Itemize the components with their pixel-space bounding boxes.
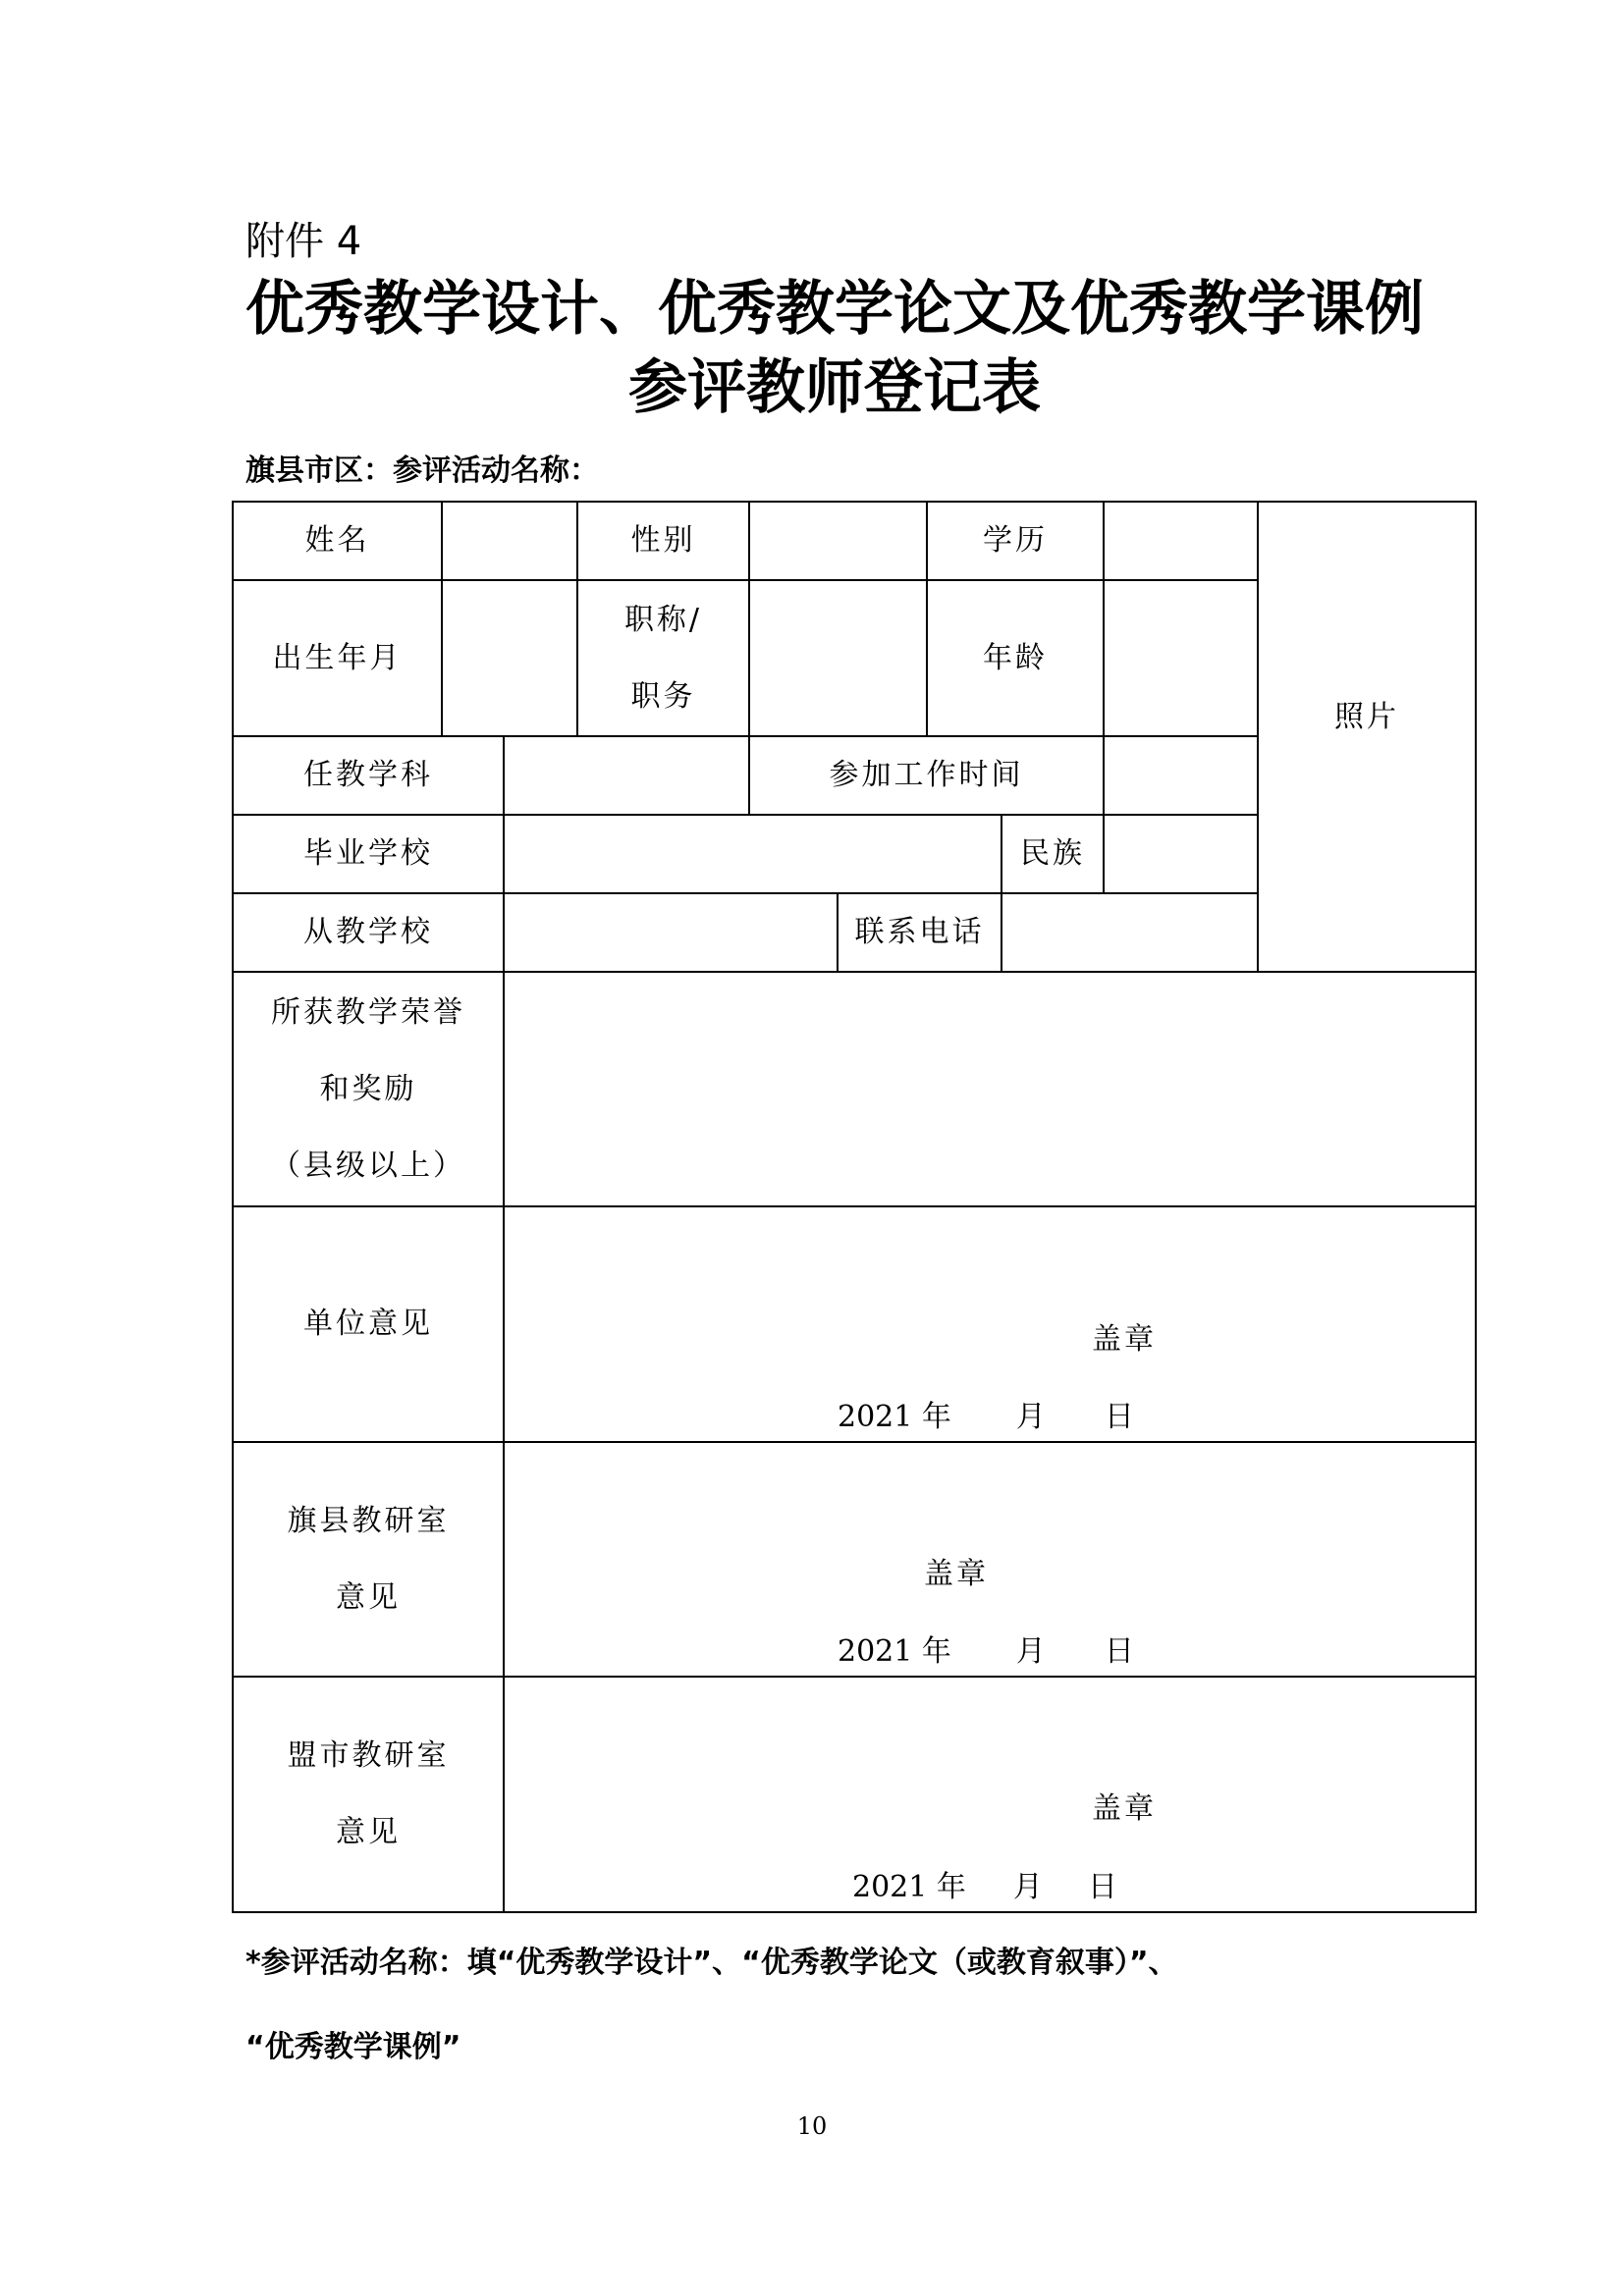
- attachment-label: 附件 4: [245, 219, 362, 264]
- label-league-line-1: 盟市教研室: [287, 1738, 450, 1773]
- field-subject[interactable]: [505, 737, 748, 814]
- footnote-line-2: “优秀教学课例”: [245, 2030, 461, 2064]
- field-graduate-school[interactable]: [505, 816, 1001, 892]
- field-name[interactable]: [443, 503, 576, 579]
- label-unit-opinion: 单位意见: [303, 1307, 433, 1341]
- label-ethnicity: 民族: [1020, 836, 1085, 871]
- label-teaching-school: 从教学校: [303, 915, 433, 949]
- field-title-position[interactable]: [750, 581, 926, 735]
- field-education[interactable]: [1105, 503, 1257, 579]
- region-activity-label: 旗县市区：参评活动名称：: [245, 454, 599, 488]
- label-league-line-2: 意见: [336, 1815, 401, 1849]
- label-league-opinion: [234, 1678, 503, 1911]
- photo-box[interactable]: [1259, 503, 1475, 971]
- label-education: 学历: [983, 523, 1048, 558]
- league-date-year: 2021 年: [852, 1870, 966, 1904]
- label-title-line-2: 职务: [630, 678, 696, 714]
- label-county-opinion: [234, 1443, 503, 1676]
- field-teaching-school[interactable]: [505, 894, 837, 971]
- label-phone: 联系电话: [854, 915, 985, 949]
- table-border-right: [1475, 501, 1477, 1913]
- field-work-start[interactable]: [1105, 737, 1257, 814]
- document-title-line-2: 参评教师登记表: [628, 353, 1041, 422]
- league-seal-label: 盖章: [1092, 1791, 1157, 1826]
- league-date-day: 日: [1087, 1870, 1117, 1904]
- label-graduate-school: 毕业学校: [303, 836, 433, 871]
- label-county-line-2: 意见: [336, 1579, 401, 1615]
- label-honors-line-1: 所获教学荣誉: [271, 994, 465, 1030]
- county-date-month: 月: [1015, 1634, 1046, 1669]
- label-title-position: [578, 581, 748, 735]
- label-gender: 性别: [630, 523, 696, 558]
- label-photo: 照片: [1334, 700, 1399, 734]
- unit-date-day: 日: [1104, 1400, 1134, 1434]
- league-date: [852, 1868, 1117, 1907]
- footnote-line-1: *参评活动名称：填“优秀教学设计”、“优秀教学论文（或教育叙事）”、: [245, 1946, 1178, 1980]
- unit-date-year: 2021 年: [838, 1400, 951, 1434]
- field-birth[interactable]: [443, 581, 576, 735]
- page-number: 10: [796, 2112, 828, 2140]
- county-date: [838, 1632, 1134, 1672]
- label-county-line-1: 旗县教研室: [287, 1503, 450, 1538]
- field-honors[interactable]: [505, 973, 1475, 1205]
- label-honors-line-2: 和奖励: [319, 1071, 417, 1106]
- field-ethnicity[interactable]: [1105, 816, 1257, 892]
- label-honors-line-3: （县级以上）: [271, 1148, 465, 1183]
- unit-seal-label: 盖章: [1092, 1322, 1157, 1357]
- unit-date: [838, 1398, 1134, 1437]
- field-age[interactable]: [1105, 581, 1257, 735]
- field-gender[interactable]: [750, 503, 926, 579]
- county-seal-label: 盖章: [924, 1557, 989, 1591]
- label-honors: [234, 973, 503, 1205]
- label-title-line-1: 职称/: [623, 602, 703, 637]
- label-birth: 出生年月: [272, 640, 403, 675]
- label-name: 姓名: [304, 523, 370, 558]
- county-date-year: 2021 年: [838, 1634, 951, 1669]
- label-subject: 任教学科: [303, 758, 433, 792]
- label-work-start: 参加工作时间: [829, 758, 1024, 792]
- document-title-line-1: 优秀教学设计、优秀教学论文及优秀教学课例: [245, 275, 1424, 344]
- field-phone[interactable]: [1002, 894, 1257, 971]
- table-border-bottom: [232, 1911, 1477, 1913]
- label-age: 年龄: [983, 640, 1048, 675]
- league-date-month: 月: [1012, 1870, 1043, 1904]
- county-date-day: 日: [1104, 1634, 1134, 1669]
- unit-date-month: 月: [1015, 1400, 1046, 1434]
